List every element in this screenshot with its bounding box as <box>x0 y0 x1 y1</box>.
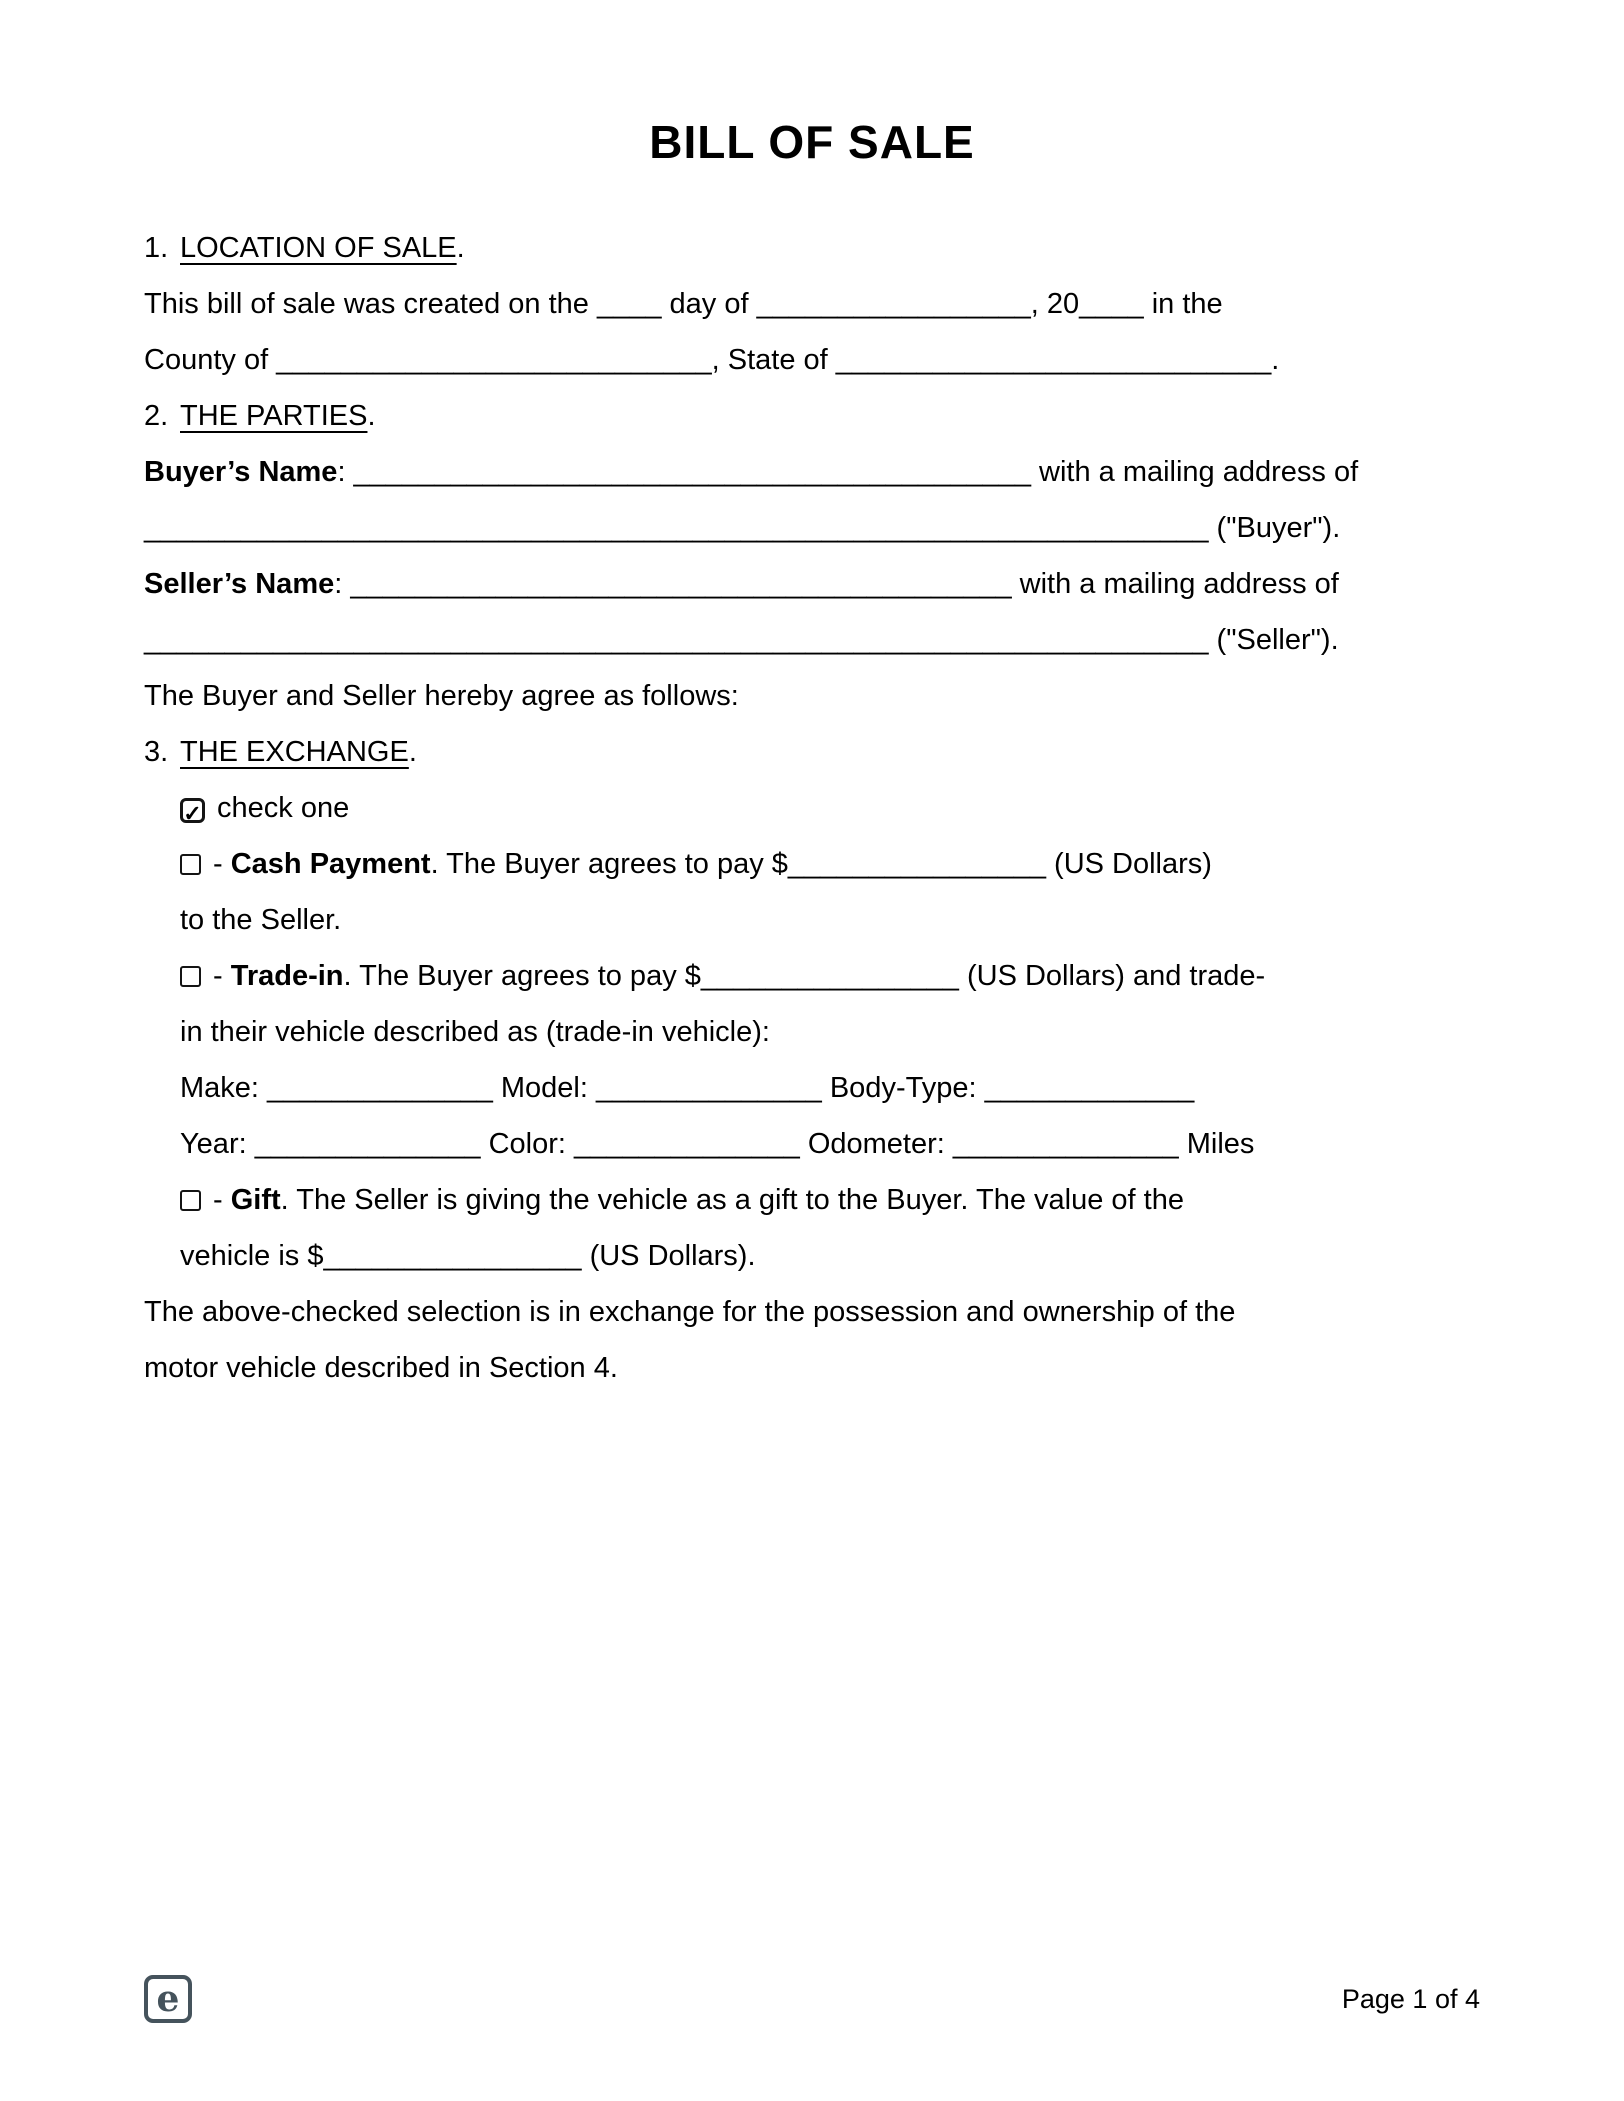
agreement-statement: The Buyer and Seller hereby agree as follows: <box>144 680 739 712</box>
section-3-heading-period: . <box>408 736 417 768</box>
trade-in-label: Trade-in <box>230 960 344 992</box>
seller-address-line: __________________________________________________________________ ("Seller"). <box>144 624 1339 656</box>
seller-name-line <box>144 556 1480 612</box>
buyer-address-line: __________________________________________________________________ ("Buyer"). <box>144 512 1341 544</box>
gift-text-line-2: vehicle is $________________ (US Dollars). <box>180 1240 756 1272</box>
section-3-heading-text: THE EXCHANGE <box>180 736 409 768</box>
cash-payment-text: . The Buyer agrees to pay $________________ (US Dollars) <box>430 848 1212 880</box>
trade-in-dash: - <box>213 960 231 992</box>
eforms-logo-letter: e <box>156 1978 180 2020</box>
gift-text: . The Seller is giving the vehicle as a gift to the Buyer. The value of the <box>280 1184 1184 1216</box>
section-1-number: 1. <box>144 232 169 264</box>
page-number: Page 1 of 4 <box>1341 1983 1480 2014</box>
buyer-name-line <box>144 444 1480 500</box>
check-one-label: check one <box>217 792 350 824</box>
eforms-logo <box>144 1975 192 2023</box>
location-line-2: County of ___________________________, State of ___________________________. <box>144 344 1280 376</box>
seller-name-blank: : _________________________________________ with a mailing address of <box>334 568 1339 600</box>
trade-in-text-line-2: in their vehicle described as (trade-in vehicle): <box>180 1016 770 1048</box>
trade-in-option-line <box>180 948 1480 1004</box>
cash-payment-checkbox[interactable] <box>180 854 201 875</box>
section-2-heading <box>144 388 1480 444</box>
section-2-number: 2. <box>144 400 169 432</box>
location-line-1: This bill of sale was created on the ____ day of _________________, 20____ in the <box>144 288 1223 320</box>
vehicle-fields-line-2: Year: ______________ Color: ______________ Odometer: ______________ Miles <box>180 1128 1255 1160</box>
section-2-heading-text: THE PARTIES <box>180 400 368 432</box>
check-one-checkbox-checked-icon <box>180 798 205 826</box>
section-1-heading-text: LOCATION OF SALE <box>180 232 457 264</box>
trade-in-text: . The Buyer agrees to pay $________________ (US Dollars) and trade- <box>343 960 1266 992</box>
cash-payment-option-line <box>180 836 1480 892</box>
vehicle-fields-line-1: Make: ______________ Model: ______________ Body-Type: _____________ <box>180 1072 1195 1104</box>
page-footer <box>144 1975 1480 2023</box>
cash-payment-dash: - <box>213 848 231 880</box>
trade-in-checkbox[interactable] <box>180 966 201 987</box>
cash-payment-label: Cash Payment <box>230 848 431 880</box>
buyer-name-blank: : __________________________________________ with a mailing address of <box>337 456 1359 488</box>
section-2-heading-period: . <box>367 400 376 432</box>
buyer-name-label: Buyer’s Name <box>144 456 338 488</box>
check-icon: ✓ <box>183 801 202 826</box>
section-1-heading-period: . <box>456 232 465 264</box>
closing-statement-line-1: The above-checked selection is in exchange for the possession and ownership of the <box>144 1296 1236 1328</box>
seller-name-label: Seller’s Name <box>144 568 335 600</box>
check-one-line <box>180 780 1480 836</box>
closing-statement-line-2: motor vehicle described in Section 4. <box>144 1352 618 1384</box>
section-1-heading <box>144 220 1480 276</box>
section-3-heading <box>144 724 1480 780</box>
gift-checkbox[interactable] <box>180 1190 201 1211</box>
gift-option-line <box>180 1172 1480 1228</box>
section-3-number: 3. <box>144 736 169 768</box>
document-title: BILL OF SALE <box>649 116 975 168</box>
cash-payment-text-line-2: to the Seller. <box>180 904 342 936</box>
gift-dash: - <box>213 1184 231 1216</box>
gift-label: Gift <box>230 1184 281 1216</box>
